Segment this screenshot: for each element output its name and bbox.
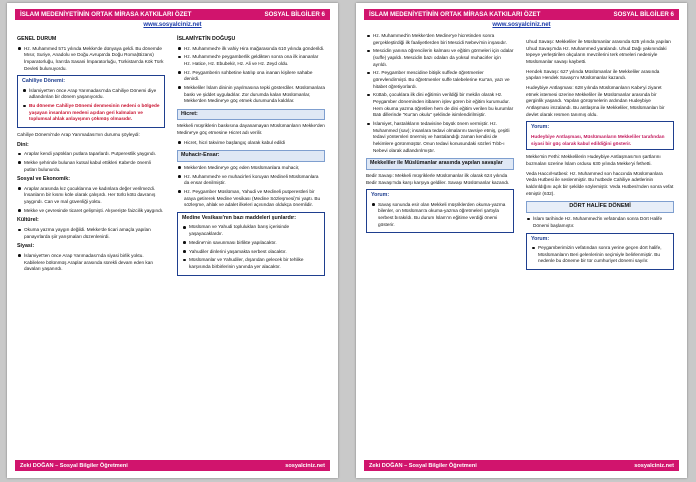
veda-text: Veda Haccı/Hutbesi: Hz. Muhammed son haccında Müslümanlara Veda Hutbesi ile seslenmiştir. Bu hutbede Cahiliye adetlerinin kaldırıldığını açık bir şekilde söylemiştir. Veda Hutbesi'nden sonra vefat etmiştir (632).: [526, 170, 674, 196]
cahiliye-title: Cahiliye Dönemi:: [22, 78, 65, 85]
vesika-box-title: Medine Vesikası'nın bazı maddeleri şunlardır:: [182, 214, 297, 221]
header-subject: SOSYAL BİLGİLER 6: [613, 11, 674, 18]
medine-b5: İslamiyet, hastalıkların tedavisine büyük önem vermiştir. Hz. Muhammed (sav); insanlara tedavi olmalarını tavsiye etmiş, çeşitli tedavi yöntemleri önermiş ve hastalandığı zaman kendisi de hekimlere görünmüştür. Onun tedavi konusundaki sözleri Tıbb-ı Nebevi olarak adlandırılmıştır.: [366, 121, 514, 154]
halife-yorum-box: [526, 233, 674, 271]
cahiliye-box: [17, 75, 165, 128]
vesika-b3: Yahudiler dinlerini yaşamakta serbest olacaktır.: [182, 249, 320, 256]
muhacir-b1: Mekke'den Medine'ye göç eden Müslümanlara muhacir,: [177, 165, 325, 172]
bedir-yorum-box: [366, 189, 514, 233]
right-page: [356, 3, 687, 478]
page-header: [15, 9, 330, 20]
hicret-text: Mekkeli müşriklerin baskısına dayanamayan Müslümanların Mekke'den Medine'ye göç etmesine Hicret adı verilir.: [177, 123, 325, 136]
medine-b3: Hz. Peygamber mescidine bitişik suffede öğretmenler görevlendirmişti. Bu öğretmenler suffe talebelerine Kur'an, yazı ve hitabet öğretiyorlardı.: [366, 70, 514, 90]
page-footer: [364, 460, 679, 471]
halife-band: DÖRT HALİFE DÖNEMİ: [526, 201, 674, 213]
kultur-b1: Okuma yazma yaygın değildi. Mekke'de ticari amaçla yapılan panayırlarda şiir yarışmaları düzenlenirdi.: [17, 227, 165, 240]
section-title-siyasi: Siyasi:: [17, 243, 35, 250]
vesika-b1: Müslüman ve Yahudi toplulukları barış içerisinde yaşayacaklardır.: [182, 224, 320, 237]
dogus-b2: Hz. Muhammed'e peygamberlik geldikten sonra ona ilk inananlar Hz. Hatice, Hz. Ebubekir, Hz. Ali ve Hz. Zeyd oldu.: [177, 54, 325, 67]
halife-yorum-title: Yorum:: [531, 235, 550, 242]
medine-b1: Hz. Muhammed'in Mekke'den Medine'ye hicretinden sonra gerçekleştirdiği ilk faaliyetlerden biri Mescidi Nebevi'nin inşasıdır.: [366, 33, 514, 46]
sosyal-b2: Mekke ve çevresinde ticaret gelişmişti. Alışverişte faizcilik yaygındı.: [17, 208, 165, 215]
dogus-b4: Mekkeliler İslam dininin yayılmasına tepki gösterdiler. Müslümanlara baskı ve şiddet uyguladılar. Zor durumda kalan Müslümanlar, Mekke'den Medine'ye göç etmek durumunda kaldılar.: [177, 85, 325, 105]
hudeybiye-yorum-text: Hudeybiye Antlaşması, Müslümanların Mekkeliler tarafından siyasi bir güç olarak kabul edildiğini gösterir.: [531, 133, 665, 146]
fetih-text: Mekke'nin Fethi: Mekkelilerin Hudeybiye Antlaşması'nın şartlarını bozmaları üzerine İslam ordusu 630 yılında Mekke'yi fethetti.: [526, 154, 661, 166]
medine-b2: Mescidin yanına öğrencilerin kalması ve eğitim görmeleri için odalar (suffe) yapıldı. Mescidin bazı odaları da yoksul muhacirler için ayrıldı.: [366, 48, 514, 68]
dogus-b3: Hz. Peygamberin sohbetine katılıp ona inanan kişilere sahabe denirdi.: [177, 70, 325, 83]
hicret-band: Hicret:: [177, 109, 325, 121]
bedir-text: Bedir Savaşı: Mekkeli müşriklerle Müslümanlar ilk olarak 624 yılında Bedir Savaşı'nda karşı karşıya geldiler. Savaşı Müslümanlar kazandı.: [366, 172, 510, 185]
footer-site[interactable]: sosyalciniz.net: [285, 462, 325, 469]
section-title-sosyal: Sosyal ve Ekonomik:: [17, 176, 70, 183]
savaslar-band: Mekkeliler ile Müslümanlar arasında yapılan savaşlar: [366, 158, 514, 170]
dini-b2: Mekke şehrinde bulunan kutsal kabul ettikleri Kabe'de önemli putları bulunurdu.: [17, 160, 165, 173]
bedir-yorum-text: Savaş sonunda esir olan Mekkeli müşriklerden okuma-yazma bilenler, on Müslüman'a okuma-yazma öğretmeleri şartıyla serbest bırakıldı. Bu durum İslam'ın eğitime verdiği önemi gösterir.: [371, 202, 509, 229]
page-header: [364, 9, 679, 20]
hudeybiye-text: Hudeybiye Antlaşması: 628 yılında Müslümanların Kabe'yi ziyaret etmek istemesi üzerine Mekkeliler ile Müslümanlar arasında bir gerginlik yaşandı. Yapılan görüşmelerin ardından Hudeybiye Antlaşması imzalandı. Bu antlaşma ile Mekkeliler, Müslümanları bir devlet olarak resmen tanımış oldu.: [526, 85, 665, 117]
dogus-b1: Hz. Muhammed'e ilk vahiy Hira mağarasında 610 yılında gönderildi.: [177, 46, 325, 53]
section-title-dini: Dini:: [17, 141, 29, 148]
halife-b1: İslam tarihinde Hz. Muhammed'in vefatından sonra Dört Halife Dönemi başlamıştır.: [526, 216, 674, 229]
section-title-kultur: Kültürel:: [17, 217, 39, 224]
section-title-dogus: İSLAMİYETİN DOĞUŞU: [177, 36, 236, 42]
page-footer: [15, 460, 330, 471]
hendek-text: Hendek Savaşı: 627 yılında Müslümanlar ile Mekkeliler arasında yapılan Hendek Savaşı'nı Müslümanlar kazandı.: [526, 68, 660, 81]
vesika-b2: Medine'nin savunması birlikte yapılacaktır.: [182, 240, 320, 247]
site-link[interactable]: www.sosyalciniz.net: [143, 22, 202, 28]
section-title-genel: GENEL DURUM: [17, 36, 57, 42]
hudeybiye-yorum-box: [526, 121, 674, 150]
muhacir-band: Muhacir-Ensar:: [177, 150, 325, 162]
sosyal-b1: Araplar arasında kız çocuklarına ve kadınlara değer verilmezdi. İnsanların bir kısmı köle olarak çalışırdı. Her türlü kötü davranış yaygındı. Can ve mal güvenliği yoktu.: [17, 186, 165, 206]
header-title: İSLAM MEDENİYETİNİN ORTAK MİRASA KATKILARI ÖZET: [20, 11, 192, 18]
header-title: İSLAM MEDENİYETİNİN ORTAK MİRASA KATKILARI ÖZET: [369, 11, 541, 18]
muhacir-b2: Hz. Muhammed'e ve muhacirleri koruyan Medineli Müslümanlara da ensar denilmiştir.: [177, 174, 325, 187]
hicret-b1: Hicret, hicri takvime başlangıç olarak kabul edildi: [177, 140, 325, 147]
vesika-box: [177, 212, 325, 276]
site-link[interactable]: www.sosyalciniz.net: [492, 22, 551, 28]
left-column-2: [177, 33, 325, 280]
right-column-2: [526, 39, 674, 274]
right-column-1: [366, 33, 514, 237]
header-subject: SOSYAL BİLGİLER 6: [264, 11, 325, 18]
halife-yorum-text: Peygamberimizin vefatından sonra yerine geçen dört halife, Müslümanların Beri gelenlerinin seçimiyle belirlenmiştir. Bu nedenle bu döneme bir tür cumhuriyet dönemi sayılır.: [531, 245, 669, 265]
uhud-text: Uhud Savaşı: Mekkeliler ile Müslümanlar arasında 625 yılında yapılan Uhud Savaşı'nda Hz. Muhammed yaralandı. Uhud Dağı yakınındaki tepeye yerleştirilen okçuların mevzilerini terk etmeleri nedeniyle Müslümanlar savaşı kaybetti.: [526, 39, 671, 65]
durum-text: Cahiliye Dönemi'nde Arap Yarımadası'nın durumu şöyleydi:: [17, 132, 140, 138]
dini-b1: Araplar kendi yaptıkları putlara taparlardı. Putperestlik yaygındı.: [17, 151, 165, 158]
cahiliye-b2: Bu döneme Cahiliye Dönemi denmesinin nedeni o bölgede yaşayan insanların medeni açıdan geri kalmaları ve toplumsal ahlak anlayışının çökmüş olmasıdır.: [22, 103, 160, 123]
footer-author: Zeki DOĞAN – Sosyal Bilgiler Öğretmeni: [369, 462, 477, 469]
hudeybiye-yorum-title: Yorum:: [531, 124, 550, 131]
footer-author: Zeki DOĞAN – Sosyal Bilgiler Öğretmeni: [20, 462, 128, 469]
cahiliye-b1: İslamiyet'ten önce Arap Yarımadası'nda Cahiliye Dönemi diye adlandırılan bir dönem yaşanıyordu.: [22, 88, 160, 101]
medine-b4: Küttab, çocuklara ilk dini eğitimin verildiği bir mekân olarak Hz. Peygamber döneminden itibaren işlev gören bir eğitim kurumudur. Hem okuma yazma öğretilen hem de dini eğitim verilen bu kurumlar Batı dillerinde "Kur'an okulu" şeklinde isimlendirilmiştir.: [366, 92, 514, 119]
left-page: [7, 3, 338, 478]
genel-text: Hz. Muhammed 571 yılında Mekke'de dünyaya geldi. Bu dönemde Mısır, Suriye, Anadolu ve Doğu Avrupa'da Doğu Roma(Bizans) İmparatorluğu, İran'da Sasani İmparatorluğu, Türkistan'da Kök Türk Devleti bulunuyordu.: [17, 46, 165, 73]
vesika-text: Hz. Peygamber Müslüman, Yahudi ve Medineli putperestleri bir araya getirerek Medine Vesikası (Medine Sözleşmesi)'ni yaptı. Bu sözleşme, ahlak ve adalet ilkeleri açısından oldukça önemlidir.: [177, 189, 325, 209]
bedir-yorum-title: Yorum:: [371, 192, 390, 199]
footer-site[interactable]: sosyalciniz.net: [634, 462, 674, 469]
left-column-1: [17, 33, 165, 275]
vesika-b4: Müslümanlar ve Yahudiler, dışarıdan gelecek bir tehlike karşısında birbirlerinin yanında yer alacaktır.: [182, 257, 320, 270]
siyasi-b1: İslamiyet'ten önce Arap Yarımadası'nda siyasi birlik yoktu. Kabilelere bölünmüş Araplar arasında sürekli devam eden kan davaları yaşanırdı.: [17, 253, 165, 273]
